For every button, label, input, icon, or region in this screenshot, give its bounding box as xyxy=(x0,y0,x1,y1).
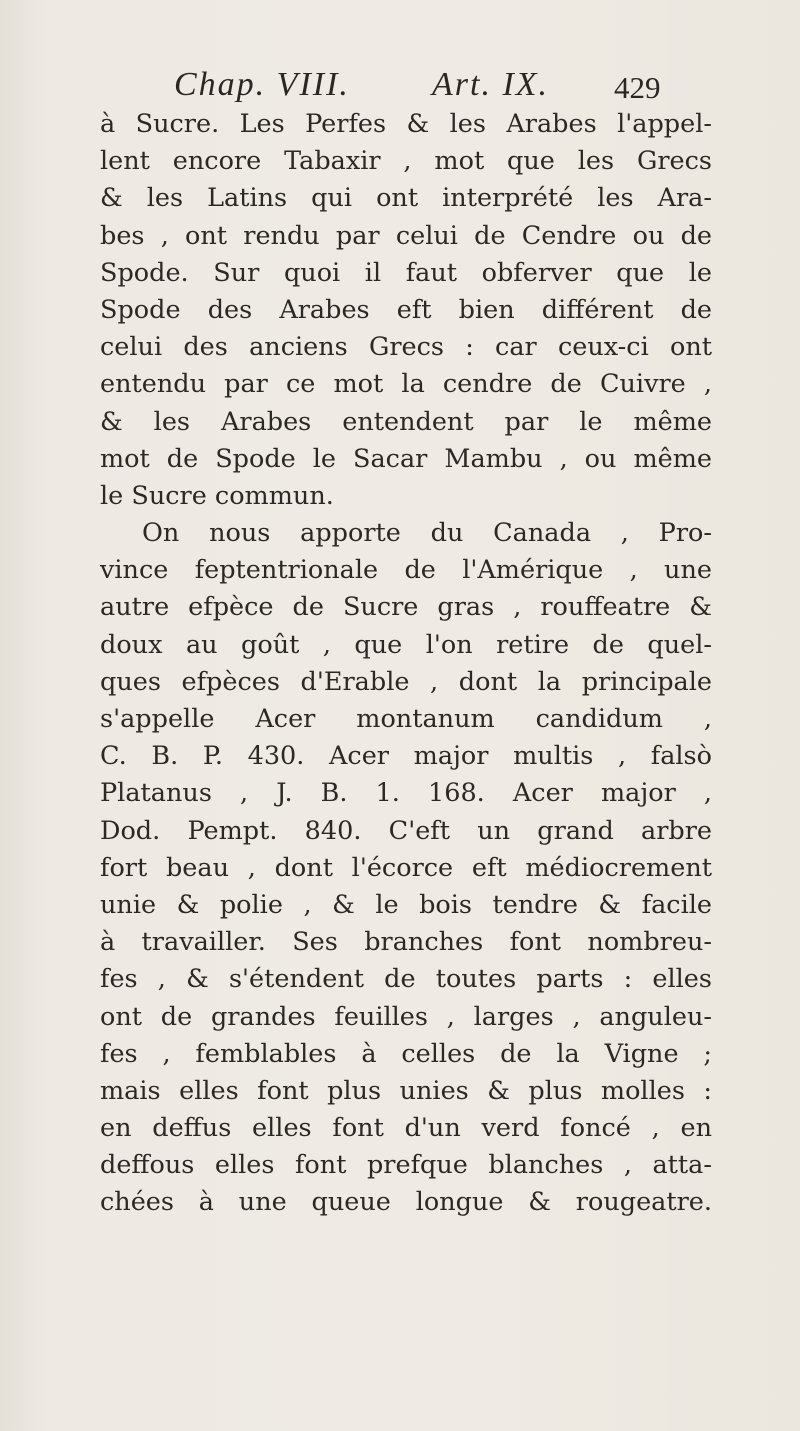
text-line: fes , femblables à celles de la Vigne ; xyxy=(100,1038,712,1069)
text-line: le Sucre commun. xyxy=(100,480,334,511)
text-line: On nous apporte du Canada , Pro- xyxy=(142,518,712,549)
text-line: Spode des Arabes eft bien différent de xyxy=(100,294,712,325)
text-line: & les Latins qui ont interprété les Ara- xyxy=(100,183,712,214)
text-line: fes , & s'étendent de toutes parts : elles xyxy=(100,964,712,995)
text-line: celui des anciens Grecs : car ceux-ci ont xyxy=(100,332,712,363)
text-line: unie & polie , & le bois tendre & facile xyxy=(100,889,712,920)
page-number: 429 xyxy=(614,70,661,105)
running-header xyxy=(174,66,661,110)
text-line: vince feptentrionale de l'Amérique , une xyxy=(100,555,712,586)
text-line: ques efpèces d'Erable , dont la principale xyxy=(100,666,712,697)
text-line: s'appelle Acer montanum candidum , xyxy=(100,704,712,734)
text-line: deffous elles font prefque blanches , atta- xyxy=(100,1150,712,1181)
text-line: à travailler. Ses branches font nombreu- xyxy=(100,927,712,958)
text-line: Dod. Pempt. 840. C'eft un grand arbre xyxy=(100,815,712,846)
text-line: fort beau , dont l'écorce eft médiocrement xyxy=(100,852,712,883)
text-line: ont de grandes feuilles , larges , anguleu- xyxy=(100,1001,712,1032)
text-line: à Sucre. Les Perfes & les Arabes l'appel- xyxy=(100,109,712,139)
body-text xyxy=(100,106,712,1222)
text-line: & les Arabes entendent par le même xyxy=(100,406,712,437)
text-line: mais elles font plus unies & plus molles : xyxy=(100,1075,712,1106)
text-line: mot de Spode le Sacar Mambu , ou même xyxy=(100,443,712,474)
text-line: en deffus elles font d'un verd foncé , en xyxy=(100,1113,712,1144)
text-line: Spode. Sur quoi il faut obferver que le xyxy=(100,257,712,288)
text-line: C. B. P. 430. Acer major multis , falsò xyxy=(100,741,712,772)
chapter-heading: Chap. VIII. xyxy=(174,66,350,103)
text-line: bes , ont rendu par celui de Cendre ou de xyxy=(100,220,712,251)
text-line: chées à une queue longue & rougeatre. xyxy=(100,1187,712,1218)
article-heading: Art. IX. xyxy=(432,66,550,103)
text-line: lent encore Tabaxir , mot que les Grecs xyxy=(100,146,712,177)
text-line: autre efpèce de Sucre gras , rouffeatre & xyxy=(100,592,712,623)
text-line: entendu par ce mot la cendre de Cuivre , xyxy=(100,369,712,400)
text-line: Platanus , J. B. 1. 168. Acer major , xyxy=(100,778,712,809)
text-line: doux au goût , que l'on retire de quel- xyxy=(100,629,712,660)
